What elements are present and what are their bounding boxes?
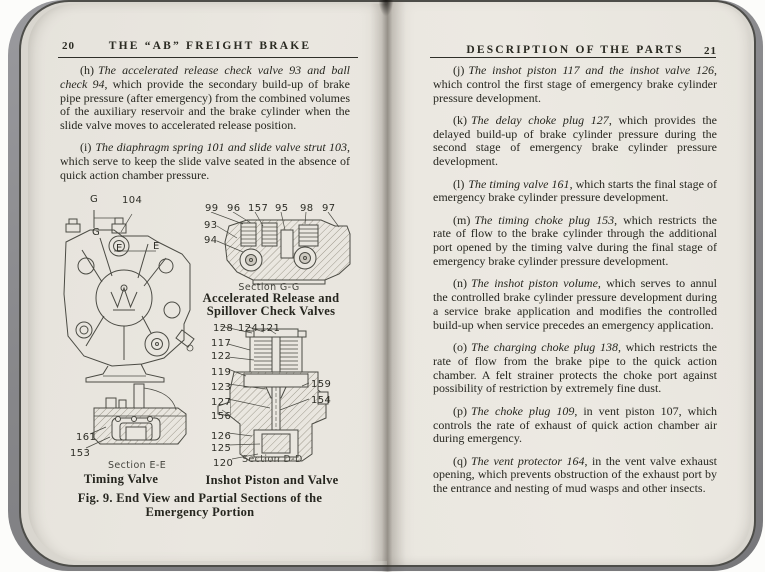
endview-label-e-right: E xyxy=(153,241,160,252)
section-ee-label: Section E-E xyxy=(108,460,167,471)
section-gg-diagram xyxy=(201,212,356,290)
section-gg-label: Section G-G xyxy=(238,282,300,293)
callout-120: 120 xyxy=(213,458,234,469)
end-view-diagram xyxy=(56,198,206,386)
endview-label-e-left: E xyxy=(116,243,123,254)
figure-9-caption-line1: Fig. 9. End View and Partial Sections of the xyxy=(77,491,323,505)
callout-157: 157 xyxy=(248,203,269,214)
callout-122: 122 xyxy=(211,351,232,362)
paragraph-tag: (n) xyxy=(453,276,467,291)
callout-125: 125 xyxy=(211,443,232,454)
paragraph-lead: The charging choke plug 138 xyxy=(471,340,618,355)
paragraph-k xyxy=(433,114,717,169)
callout-128: 128 xyxy=(213,323,234,334)
paragraph-lead: The delay choke plug 127 xyxy=(471,112,609,127)
paragraph-tag: (p) xyxy=(453,403,467,418)
callout-161: 161 xyxy=(76,432,97,443)
paragraph-body: , which restricts the rate of flow from the brake pipe to the quick action chamber. A felt strainer protects the choke port against possibility of restriction by extremely fine dust. xyxy=(433,340,717,396)
left-page-number: 20 xyxy=(62,40,75,52)
callout-99: 99 xyxy=(205,203,219,214)
paragraph-lead: The inshot piston volume xyxy=(471,276,598,291)
paragraph-tag: (k) xyxy=(453,112,467,127)
callout-117: 117 xyxy=(211,338,232,349)
paragraph-body: , which provide the secondary build-up of brake pipe pressure (after emergency) from the combined volumes of the auxiliary reservoir and the brake cylinder when the slide valve moves to accelerated release position. xyxy=(60,76,351,133)
paragraph-lead: The accelerated release check valve 93 and ball check 94 xyxy=(60,63,350,91)
callout-119: 119 xyxy=(211,367,232,378)
paragraph-p xyxy=(433,405,717,446)
left-header-rule xyxy=(58,57,358,58)
paragraph-lead: The diaphragm spring 101 and slide valve strut 103 xyxy=(95,140,347,155)
paragraph-n xyxy=(433,277,717,332)
paragraph-body: , which serves to annul the controlled brake cylinder pressure development during a service brake application and modifies the controlled build-up when service precedes an emergency application. xyxy=(433,276,718,332)
paragraph-lead: The choke plug 109 xyxy=(471,403,575,418)
paragraph-lead: The timing choke plug 153 xyxy=(474,212,615,227)
paragraph-body: , in the vent valve exhaust opening, which prevents obstruction of the exhaust port by the entrance and nesting of mud wasps and other insects. xyxy=(433,453,717,496)
callout-153: 153 xyxy=(70,448,91,459)
paragraph-tag: (j) xyxy=(453,63,465,77)
section-dd-caption: Inshot Piston and Valve xyxy=(205,473,339,487)
callout-94: 94 xyxy=(204,235,218,246)
paragraph-body: , which starts the final stage of emergency brake cylinder pressure development. xyxy=(433,176,718,205)
callout-154: 154 xyxy=(311,395,332,406)
paragraph-j xyxy=(433,64,717,105)
callout-159: 159 xyxy=(311,379,332,390)
paragraph-l xyxy=(433,178,717,206)
section-ee-caption: Timing Valve xyxy=(83,472,159,486)
paragraph-tag: (l) xyxy=(453,176,465,191)
callout-124: 124 xyxy=(238,323,259,334)
right-page-number: 21 xyxy=(704,45,717,57)
paragraph-body: , which control the first stage of emergency brake cylinder pressure development. xyxy=(433,63,717,105)
endview-label-104: 104 xyxy=(122,195,143,206)
figure-9 xyxy=(56,192,368,536)
paragraph-i xyxy=(60,141,350,182)
paragraph-o xyxy=(433,341,717,396)
paragraph-body: , in vent piston 107, which controls the rate of exhaust of quick action chamber air during emergency. xyxy=(433,403,717,446)
right-text-column xyxy=(433,64,717,505)
section-ee-diagram xyxy=(76,382,196,458)
callout-93: 93 xyxy=(204,220,218,231)
endview-label-g-top: G xyxy=(90,194,99,205)
section-gg-caption-2: Spillover Check Valves xyxy=(206,304,336,318)
paragraph-body: , which restricts the rate of flow to the brake cylinder through the additional port opened by the timing valve during the final stage of emergency brake cylinder pressure development. xyxy=(433,212,717,269)
paragraph-lead: The inshot piston 117 and the inshot valve 126 xyxy=(468,63,714,77)
paragraph-tag: (q) xyxy=(453,453,467,468)
paragraph-tag: (o) xyxy=(453,340,467,355)
paragraph-lead: The vent protector 164 xyxy=(471,453,585,468)
section-dd-label: Section D-D xyxy=(242,454,303,465)
paragraph-body: , which serve to keep the slide valve seated in the absence of quick action chamber pressure. xyxy=(60,140,350,183)
callout-98: 98 xyxy=(300,203,314,214)
callout-97: 97 xyxy=(322,203,336,214)
right-running-head: DESCRIPTION OF THE PARTS xyxy=(466,44,684,56)
paragraph-tag: (i) xyxy=(80,140,92,155)
callout-127: 127 xyxy=(211,397,232,408)
endview-label-g-mid: G xyxy=(92,227,101,238)
left-running-head: THE “AB” FREIGHT BRAKE xyxy=(108,40,312,52)
callout-156: 156 xyxy=(211,411,232,422)
paragraph-lead: The timing valve 161 xyxy=(468,176,570,191)
callout-126: 126 xyxy=(211,431,232,442)
paragraph-body: , which provides the delayed build-up of brake cylinder pressure during the second stage of emergency brake cylinder pressure development. xyxy=(433,112,717,169)
paragraph-m xyxy=(433,214,717,269)
figure-9-caption-line2: Emergency Portion xyxy=(145,505,255,519)
left-text-column xyxy=(60,64,350,191)
callout-96: 96 xyxy=(227,203,241,214)
paragraph-q xyxy=(433,455,717,496)
callout-123: 123 xyxy=(211,382,232,393)
callout-95: 95 xyxy=(275,203,289,214)
section-gg-caption-1: Accelerated Release and xyxy=(202,291,340,305)
paragraph-tag: (m) xyxy=(453,212,471,227)
paragraph-tag: (h) xyxy=(80,63,94,77)
callout-121: 121 xyxy=(260,323,281,334)
paragraph-h xyxy=(60,64,350,133)
right-header-rule xyxy=(430,57,716,58)
